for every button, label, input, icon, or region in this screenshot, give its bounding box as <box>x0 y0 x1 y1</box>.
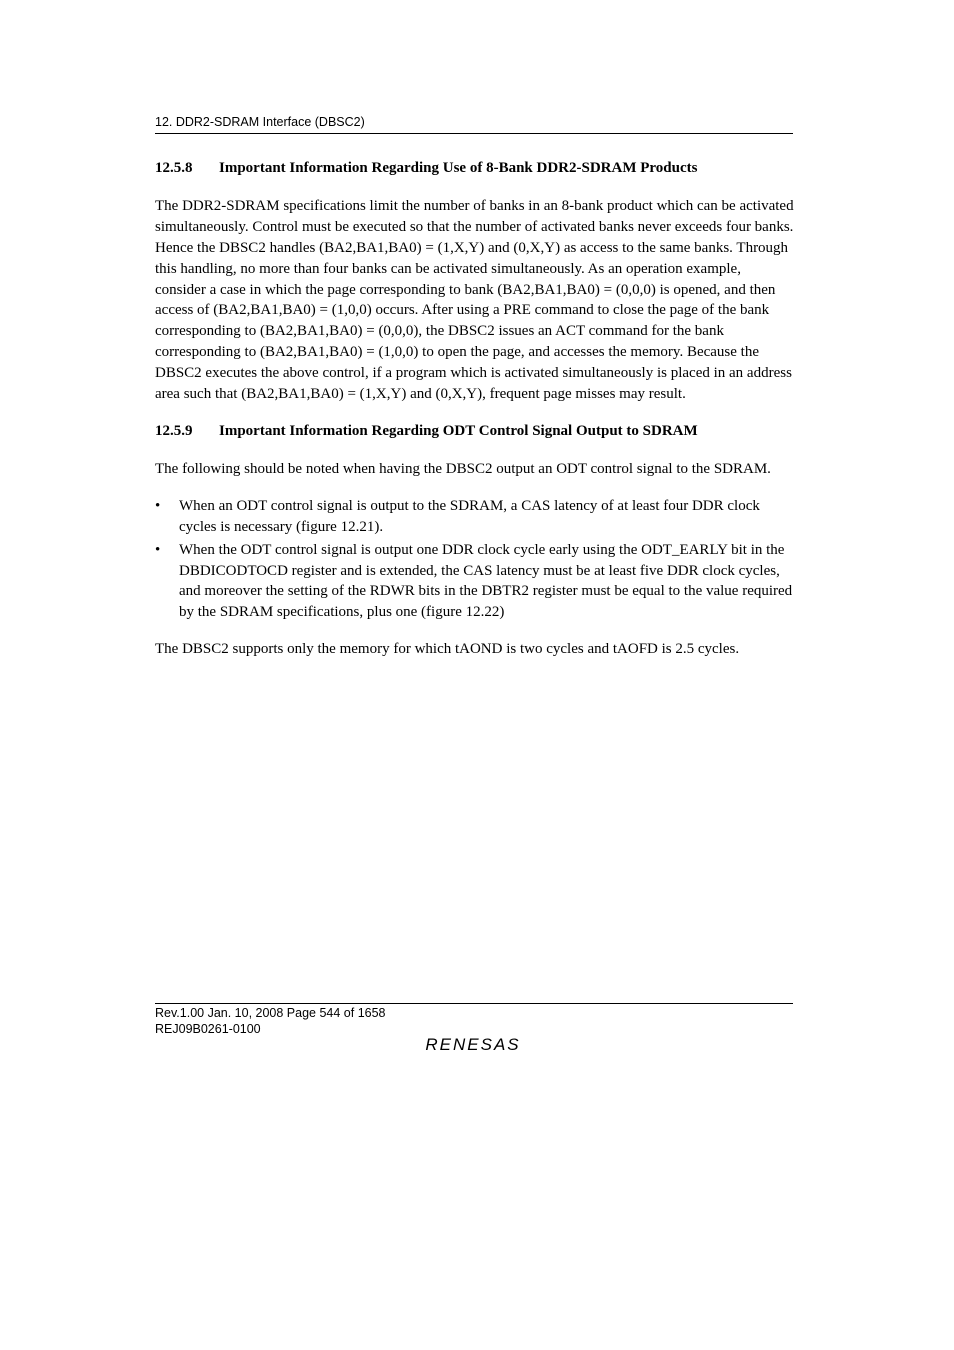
closing-paragraph: The DBSC2 supports only the memory for which tAOND is two cycles and tAOFD is 2.5 cycles. <box>155 641 740 658</box>
list-item <box>155 496 795 538</box>
bullet-icon: • <box>155 497 161 514</box>
list-item-text: When the ODT control signal is output one DDR clock cycle early using the ODT_EARLY bit in the DBDICODTOCD register and is extended, the CAS latency must be at least five DDR clock cycles, and moreover the setting of the RDWR bits in the DBTR2 register must be equal to the value required by the SDRAM specifications, plus one (figure 12.22) <box>179 541 793 621</box>
page-body <box>155 158 795 676</box>
section-title: Important Information Regarding Use of 8-Bank DDR2-SDRAM Products <box>219 160 698 176</box>
revision-line: Rev.1.00 Jan. 10, 2008 Page 544 of 1658 <box>155 1006 386 1020</box>
section-number: 12.5.9 <box>155 422 193 439</box>
logo-wordmark: RENESAS <box>425 1035 521 1053</box>
list-item-text: When an ODT control signal is output to the SDRAM, a CAS latency of at least four DDR clock cycles is necessary (figure 12.21). <box>179 497 760 535</box>
bullet-icon: • <box>155 541 161 558</box>
section-paragraph: The DDR2-SDRAM specifications limit the number of banks in an 8-bank product which can be activated simultaneously. Control must be executed so that the number of activated banks never exceeds four banks. Hence the DBSC2 handles (BA2,BA1,BA0) = (1,X,Y) and (0,X,Y) as access to the same banks. Through this handling, no more than four banks can be activated simultaneously. As an operation example, consider a case in which the page corresponding to bank (BA2,BA1,BA0) = (0,0,0) is opened, and then access of (BA2,BA1,BA0) = (1,0,0) occurs. After using a PRE command to close the page of the bank corresponding to (BA2,BA1,BA0) = (0,0,0), the DBSC2 issues an ACT command for the bank corresponding to (BA2,BA1,BA0) = (1,0,0) to open the page, and accesses the memory. Because the DBSC2 executes the above control, if a program which is activated simultaneously is placed in an address area such that (BA2,BA1,BA0) = (1,X,Y) and (0,X,Y), frequent page misses may result. <box>155 197 794 403</box>
list-item <box>155 540 795 624</box>
renesas-logo-icon <box>412 1035 534 1053</box>
section-number: 12.5.8 <box>155 160 193 176</box>
bullet-list <box>155 496 795 623</box>
section-heading-12-5-8 <box>155 158 795 179</box>
section-title: Important Information Regarding ODT Control Signal Output to SDRAM <box>219 422 698 439</box>
section-intro: The following should be noted when having the DBSC2 output an ODT control signal to the SDRAM. <box>155 460 771 477</box>
section-heading-12-5-9 <box>155 421 795 442</box>
footer-divider <box>155 1003 793 1004</box>
running-header: 12. DDR2-SDRAM Interface (DBSC2) <box>155 115 793 134</box>
document-number: REJ09B0261-0100 <box>155 1021 261 1036</box>
page-footer <box>155 1006 386 1037</box>
